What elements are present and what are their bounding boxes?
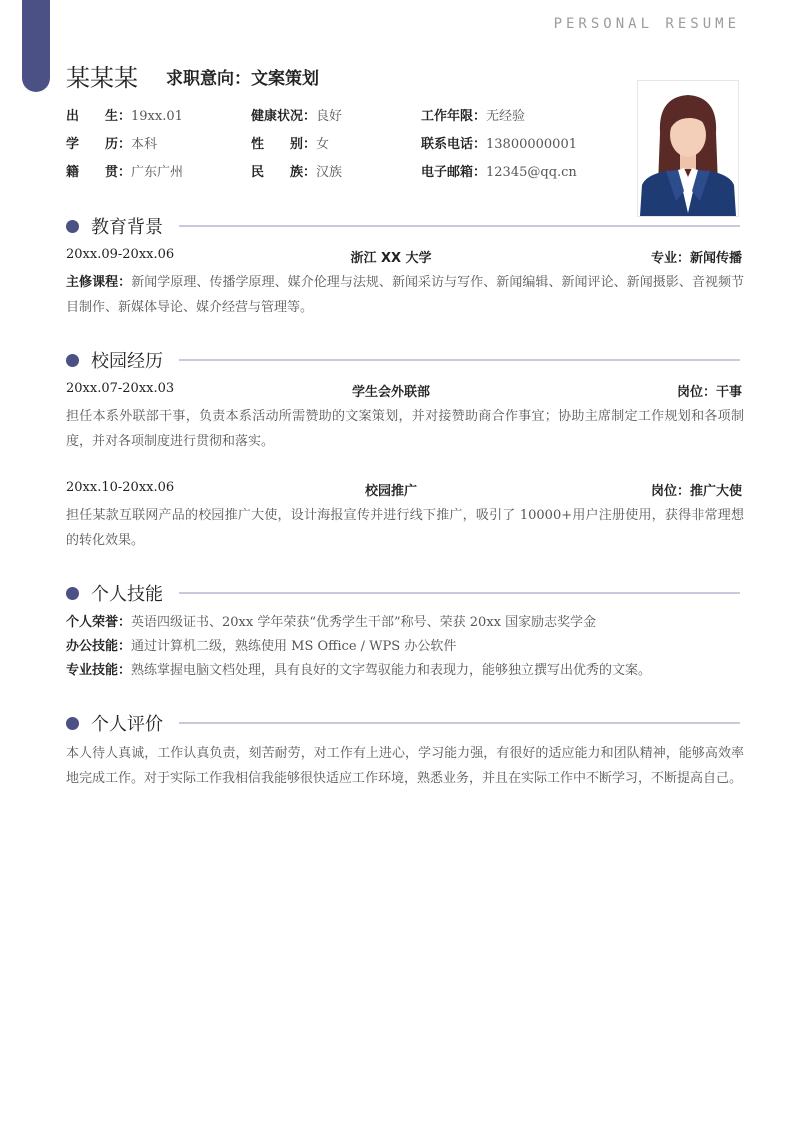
- section-skills: [66, 581, 740, 605]
- info-value: 本科: [131, 137, 158, 152]
- info-value: 12345@qq.cn: [486, 165, 577, 180]
- entry-org: 学生会外联部: [351, 385, 430, 400]
- education-courses: [66, 270, 744, 320]
- evaluation-text: 本人待人真诚，工作认真负责，刻苦耐劳，对工作有上进心，学习能力强，有很好的适应能力和团队精神，能够高效率地完成工作。对于实际工作我相信我能够很快适应工作环境，熟悉业务，并且在实际工作中不断学习，不断提高自己。: [66, 746, 744, 786]
- info-row-1: [66, 105, 525, 124]
- info-value: 19xx.01: [131, 109, 183, 124]
- info-label: 学 历：: [66, 137, 132, 152]
- divider: [179, 359, 740, 361]
- info-label: 电子邮箱：: [421, 165, 487, 180]
- skill-label: 专业技能：: [66, 663, 132, 678]
- skill-label: 个人荣誉：: [66, 615, 132, 630]
- campus-entry-desc: 担任某款互联网产品的校园推广大使，设计海报宣传并进行线下推广，吸引了 10000+用户注册使用，获得非常理想的转化效果。: [66, 508, 744, 548]
- info-label: 籍 贯：: [66, 165, 132, 180]
- info-gender: [251, 133, 421, 152]
- info-label: 民 族：: [251, 165, 317, 180]
- entry-date: 20xx.10-20xx.06: [66, 480, 175, 495]
- info-label: 性 别：: [251, 137, 317, 152]
- profile-photo: [637, 80, 739, 217]
- info-label: 联系电话：: [421, 137, 487, 152]
- entry-major: 专业：新闻传播: [650, 251, 742, 266]
- section-title: 教育背景: [91, 217, 163, 238]
- section-campus: [66, 348, 740, 372]
- education-entry-head: [66, 247, 742, 267]
- info-value: 13800000001: [486, 137, 577, 152]
- info-value: 汉族: [316, 165, 343, 180]
- campus-entry-head: [66, 381, 742, 401]
- info-hometown: [66, 161, 251, 180]
- section-title: 校园经历: [91, 351, 163, 372]
- bullet-dot-icon: [66, 717, 79, 730]
- info-experience: [421, 105, 525, 124]
- resume-header-title: PERSONAL RESUME: [553, 16, 740, 32]
- info-value: 无经验: [486, 109, 526, 124]
- divider: [179, 722, 740, 724]
- skill-item: [66, 659, 744, 683]
- entry-role: 岗位：干事: [676, 385, 742, 400]
- courses-text: 新闻学原理、传播学原理、媒介伦理与法规、新闻采访与写作、新闻编辑、新闻评论、新闻摄影、音视频节目制作、新媒体导论、媒介经营与管理等。: [66, 275, 744, 315]
- section-education: [66, 214, 740, 238]
- info-email: [421, 161, 577, 180]
- campus-entry-desc: 担任本系外联部干事，负责本系活动所需赞助的文案策划，并对接赞助商合作事宜；协助主席制定工作规划和各项制度，并对各项制度进行贯彻和落实。: [66, 409, 744, 449]
- info-row-3: [66, 161, 577, 180]
- avatar-photo-icon: [638, 81, 738, 216]
- skills-list: [66, 611, 744, 683]
- info-value: 女: [316, 137, 330, 152]
- skill-item: [66, 635, 744, 659]
- section-title: 个人评价: [91, 714, 163, 735]
- bullet-dot-icon: [66, 354, 79, 367]
- info-health: [251, 105, 421, 124]
- info-education: [66, 133, 251, 152]
- bullet-dot-icon: [66, 587, 79, 600]
- skill-item: [66, 611, 744, 635]
- courses-label: 主修课程：: [66, 275, 132, 290]
- info-phone: [421, 133, 577, 152]
- divider: [179, 225, 740, 227]
- divider: [179, 592, 740, 594]
- entry-school: 浙江 XX 大学: [350, 251, 432, 266]
- section-evaluation: [66, 711, 740, 735]
- decorative-tab: [22, 0, 50, 92]
- info-value: 良好: [316, 109, 343, 124]
- skill-text: 熟练掌握电脑文档处理，具有良好的文字驾驭能力和表现力，能够独立撰写出优秀的文案。: [131, 663, 652, 678]
- skill-text: 通过计算机二级，熟练使用 MS Office / WPS 办公软件: [131, 639, 457, 654]
- job-intent: 求职意向：文案策划: [166, 69, 319, 89]
- skill-label: 办公技能：: [66, 639, 132, 654]
- campus-entry-head: [66, 480, 742, 500]
- entry-role: 岗位：推广大使: [650, 484, 742, 499]
- info-ethnicity: [251, 161, 421, 180]
- entry-org: 校园推广: [364, 484, 417, 499]
- info-row-2: [66, 133, 577, 152]
- entry-date: 20xx.07-20xx.03: [66, 381, 175, 396]
- skill-text: 英语四级证书、20xx 学年荣获“优秀学生干部”称号、荣获 20xx 国家励志奖学金: [131, 615, 597, 630]
- section-title: 个人技能: [91, 584, 163, 605]
- info-label: 出 生：: [66, 109, 132, 124]
- info-label: 健康状况：: [251, 109, 317, 124]
- entry-date: 20xx.09-20xx.06: [66, 247, 175, 262]
- candidate-name: 某某某: [66, 64, 138, 92]
- info-birth: [66, 105, 251, 124]
- info-value: 广东广州: [131, 165, 184, 180]
- bullet-dot-icon: [66, 220, 79, 233]
- info-label: 工作年限：: [421, 109, 487, 124]
